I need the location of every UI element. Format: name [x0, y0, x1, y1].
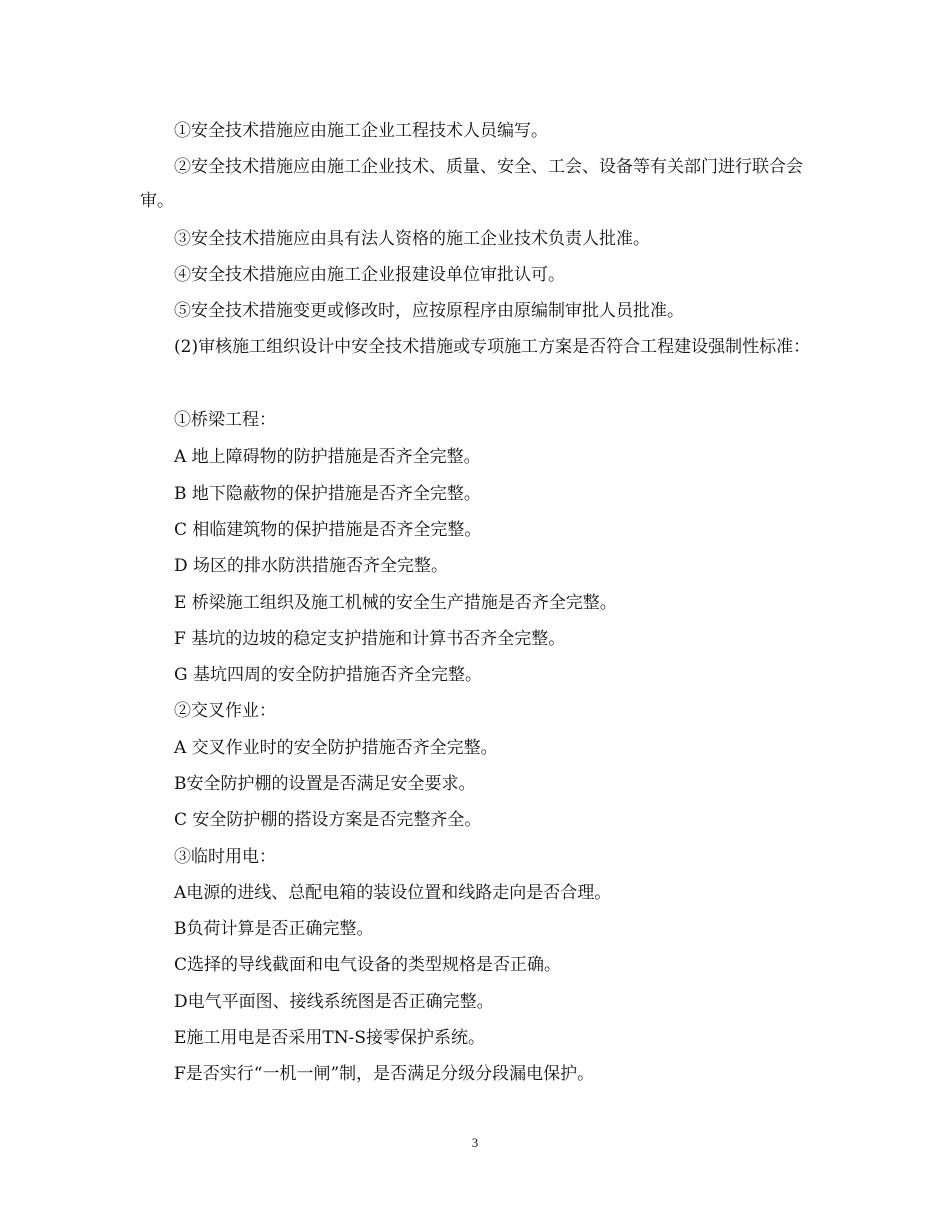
paragraph-13: F 基坑的边坡的稳定支护措施和计算书否齐全完整。: [174, 629, 566, 649]
paragraph-17: B安全防护棚的设置是否满足安全要求。: [174, 774, 476, 794]
paragraph-21: B负荷计算是否正确完整。: [174, 919, 374, 939]
paragraph-16: A 交叉作业时的安全防护措施否齐全完整。: [174, 738, 498, 758]
paragraph-23: D电气平面图、接线系统图是否正确完整。: [174, 992, 494, 1012]
paragraph-10: C 相临建筑物的保护措施是否齐全完整。: [174, 520, 482, 540]
paragraph-15: ②交叉作业：: [174, 701, 276, 721]
paragraph-9: B 地下隐蔽物的保护措施是否齐全完整。: [174, 484, 481, 504]
paragraph-7: ①桥梁工程：: [174, 410, 276, 430]
paragraph-1: ①安全技术措施应由施工企业工程技术人员编写。: [174, 121, 548, 141]
paragraph-3: ③安全技术措施应由具有法人资格的施工企业技术负责人批准。: [174, 229, 650, 249]
paragraph-18: C 安全防护棚的搭设方案是否完整齐全。: [174, 810, 482, 830]
paragraph-20: A电源的进线、总配电箱的装设位置和线路走向是否合理。: [174, 883, 612, 903]
paragraph-19: ③临时用电：: [174, 847, 276, 867]
paragraph-22: C选择的导线截面和电气设备的类型规格是否正确。: [174, 955, 562, 975]
paragraph-11: D 场区的排水防洪措施否齐全完整。: [174, 556, 449, 576]
paragraph-5: ⑤安全技术措施变更或修改时，应按原程序由原编制审批人员批准。: [174, 301, 684, 321]
paragraph-4: ④安全技术措施应由施工企业报建设单位审批认可。: [174, 265, 565, 285]
paragraph-25: F是否实行“一机一闸”制，是否满足分级分段漏电保护。: [174, 1064, 595, 1084]
paragraph-8: A 地上障碍物的防护措施是否齐全完整。: [174, 447, 481, 467]
page-number: 3: [471, 1135, 479, 1150]
paragraph-6: (2)审核施工组织设计中安全技术措施或专项施工方案是否符合工程建设强制性标准：: [174, 337, 811, 357]
paragraph-2: ②安全技术措施应由施工企业技术、质量、安全、工会、设备等有关部门进行联合会审。: [140, 157, 803, 211]
paragraph-12: E 桥梁施工组织及施工机械的安全生产措施是否齐全完整。: [174, 593, 617, 613]
paragraph-24: E施工用电是否采用TN-S接零保护系统。: [174, 1028, 486, 1048]
paragraph-14: G 基坑四周的安全防护措施否齐全完整。: [174, 665, 482, 685]
